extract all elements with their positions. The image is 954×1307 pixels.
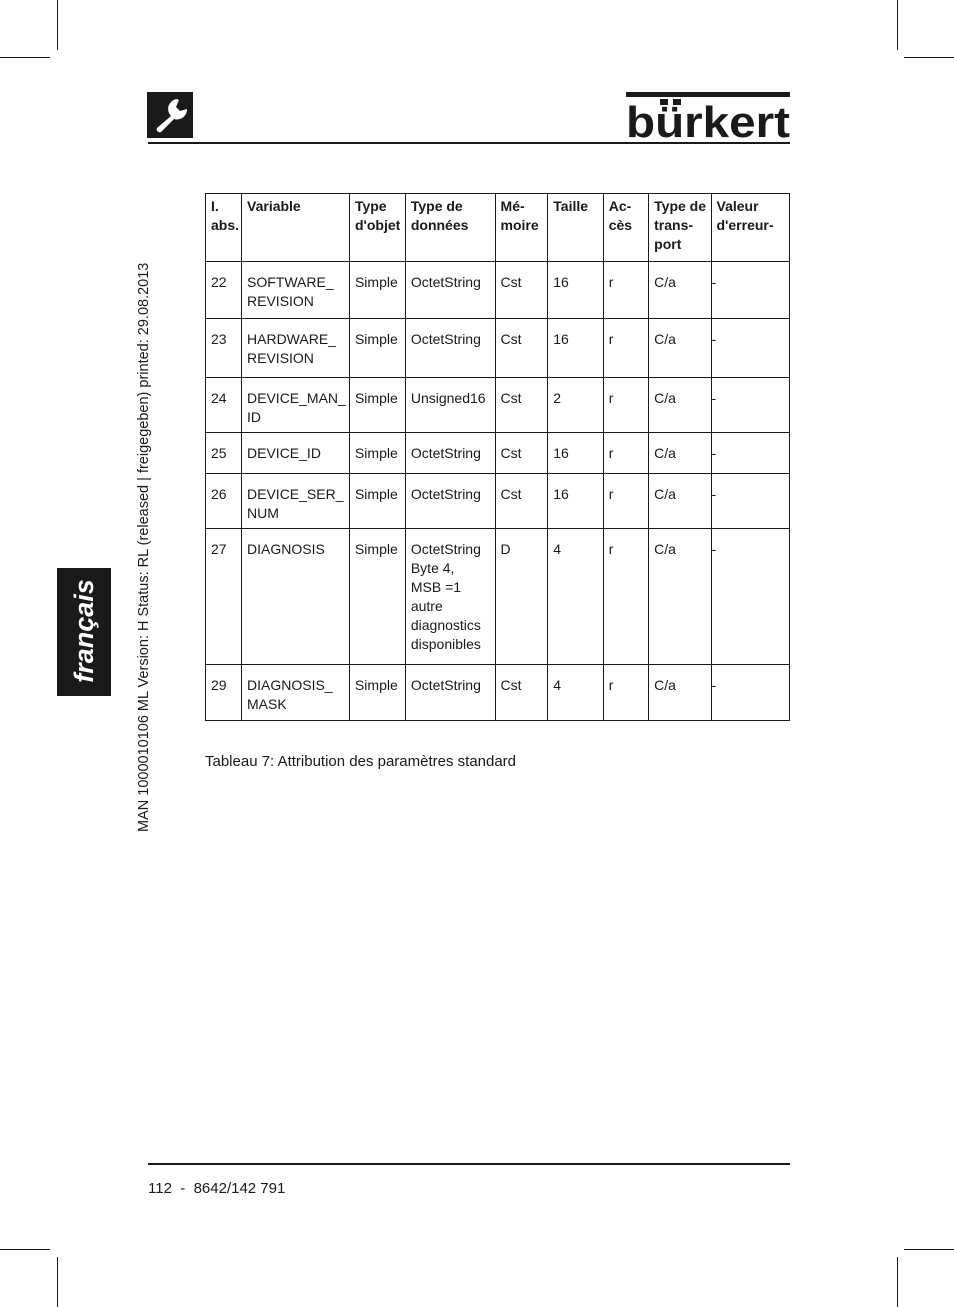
brand-text: bürkert — [626, 98, 791, 140]
table-cell-abs: 24 — [206, 378, 242, 433]
crop-mark — [0, 1249, 50, 1250]
brand-logo — [624, 90, 792, 140]
page-footer: 112 - 8642/142 791 — [148, 1180, 286, 1197]
table-cell-acces: r — [603, 319, 648, 378]
table-cell-acces: r — [603, 529, 648, 665]
crop-mark — [0, 57, 50, 58]
table-header-row — [206, 194, 790, 262]
crop-mark — [904, 1249, 954, 1250]
table-header-cell: Type de données — [405, 194, 495, 262]
table-cell-acces: r — [603, 433, 648, 474]
crop-mark — [57, 1257, 58, 1307]
table-header-cell: Variable — [242, 194, 350, 262]
table-cell-type-donnees: OctetString — [405, 262, 495, 319]
table-cell-transport: C/a — [649, 433, 711, 474]
table-cell-abs: 29 — [206, 665, 242, 721]
table-cell-transport: C/a — [649, 529, 711, 665]
table-cell-transport: C/a — [649, 319, 711, 378]
table-row — [206, 665, 790, 721]
table-cell-type-donnees: OctetString — [405, 319, 495, 378]
table-header-cell: Type d'objet — [349, 194, 405, 262]
crop-mark — [904, 57, 954, 58]
table-cell-taille: 4 — [548, 665, 603, 721]
table-cell-memoire: Cst — [495, 319, 548, 378]
table-cell-transport: C/a — [649, 262, 711, 319]
table-row — [206, 262, 790, 319]
table-cell-variable: DIAGNOSIS — [242, 529, 350, 665]
table-cell-abs: 23 — [206, 319, 242, 378]
header-divider — [148, 142, 790, 144]
wrench-icon — [147, 92, 193, 138]
table-cell-type-donnees: OctetString — [405, 474, 495, 529]
language-tab-label: français — [69, 579, 99, 683]
table-cell-type-objet: Simple — [349, 319, 405, 378]
table-cell-type-objet: Simple — [349, 474, 405, 529]
table-cell-acces: r — [603, 665, 648, 721]
table-cell-abs: 22 — [206, 262, 242, 319]
table-caption: Tableau 7: Attribution des paramètres standard — [205, 753, 517, 770]
table-cell-taille: 16 — [548, 262, 603, 319]
table-cell-abs: 26 — [206, 474, 242, 529]
table-cell-memoire: Cst — [495, 433, 548, 474]
table-cell-type-objet: Simple — [349, 262, 405, 319]
crop-mark — [897, 0, 898, 50]
table-cell-type-donnees: OctetString Byte 4, MSB =1 autre diagnostics disponibles — [405, 529, 495, 665]
table-row — [206, 433, 790, 474]
table-cell-taille: 16 — [548, 433, 603, 474]
table-cell-taille: 2 — [548, 378, 603, 433]
table-cell-variable: DEVICE_ID — [242, 433, 350, 474]
table-cell-memoire: Cst — [495, 262, 548, 319]
table-header-cell: I. abs. — [206, 194, 242, 262]
table-cell-valeur: - — [711, 529, 790, 665]
table-cell-memoire: D — [495, 529, 548, 665]
table-cell-memoire: Cst — [495, 474, 548, 529]
table-cell-transport: C/a — [649, 474, 711, 529]
table-row — [206, 378, 790, 433]
table-cell-transport: C/a — [649, 378, 711, 433]
table-cell-valeur: - — [711, 378, 790, 433]
table-cell-type-objet: Simple — [349, 529, 405, 665]
table-cell-acces: r — [603, 378, 648, 433]
table-cell-acces: r — [603, 262, 648, 319]
table-cell-variable: HARDWARE_ REVISION — [242, 319, 350, 378]
table-header-cell: Taille — [548, 194, 603, 262]
parameter-table — [205, 193, 790, 721]
table-cell-taille: 16 — [548, 319, 603, 378]
table-cell-valeur: - — [711, 262, 790, 319]
footer-divider — [148, 1163, 790, 1165]
table-cell-variable: DEVICE_MAN_ ID — [242, 378, 350, 433]
table-cell-type-objet: Simple — [349, 378, 405, 433]
table-cell-type-donnees: OctetString — [405, 665, 495, 721]
table-cell-memoire: Cst — [495, 378, 548, 433]
table-cell-type-objet: Simple — [349, 433, 405, 474]
table-cell-type-donnees: Unsigned16 — [405, 378, 495, 433]
table-row — [206, 474, 790, 529]
table-header-cell: Valeur d'erreur- — [711, 194, 790, 262]
table-header-cell: Ac- cès — [603, 194, 648, 262]
crop-mark — [57, 0, 58, 50]
crop-mark — [897, 1257, 898, 1307]
table-row — [206, 319, 790, 378]
table-cell-taille: 4 — [548, 529, 603, 665]
table-cell-memoire: Cst — [495, 665, 548, 721]
table-cell-taille: 16 — [548, 474, 603, 529]
table-cell-valeur: - — [711, 474, 790, 529]
document-meta: MAN 1000010106 ML Version: H Status: RL (released | freigegeben) printed: 29.08.2013 — [136, 262, 152, 832]
table-cell-variable: DEVICE_SER_ NUM — [242, 474, 350, 529]
language-tab — [57, 568, 111, 696]
table-cell-type-donnees: OctetString — [405, 433, 495, 474]
table-cell-acces: r — [603, 474, 648, 529]
table-cell-variable: DIAGNOSIS_ MASK — [242, 665, 350, 721]
table-cell-transport: C/a — [649, 665, 711, 721]
table-header-cell: Type de trans- port — [649, 194, 711, 262]
table-cell-abs: 25 — [206, 433, 242, 474]
table-header-cell: Mé- moire — [495, 194, 548, 262]
table-cell-valeur: - — [711, 319, 790, 378]
table-cell-valeur: - — [711, 665, 790, 721]
table-cell-valeur: - — [711, 433, 790, 474]
table-cell-abs: 27 — [206, 529, 242, 665]
table-cell-type-objet: Simple — [349, 665, 405, 721]
table-cell-variable: SOFTWARE_ REVISION — [242, 262, 350, 319]
table-row — [206, 529, 790, 665]
